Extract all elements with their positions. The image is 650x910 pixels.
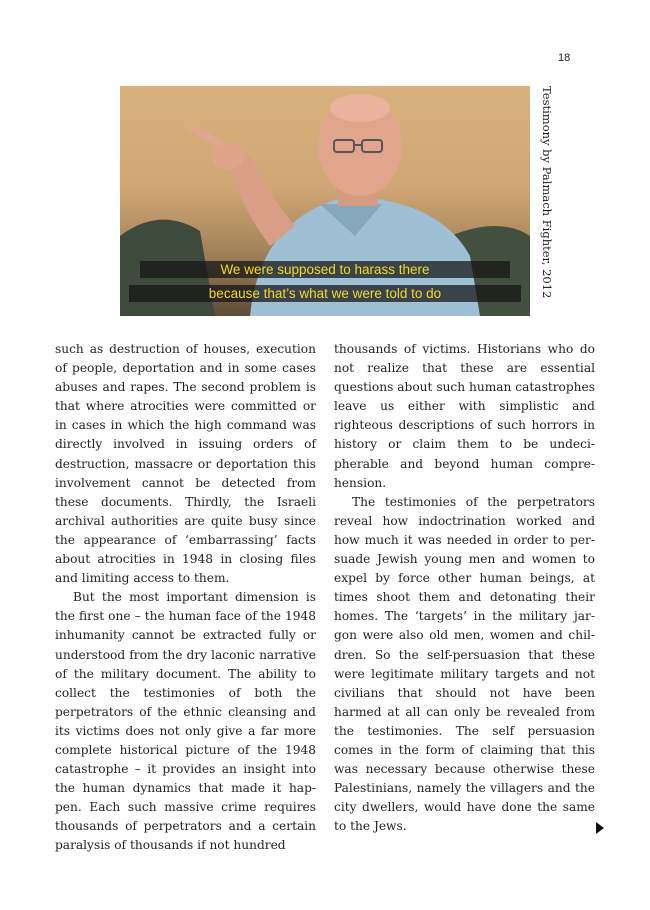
paragraph: The testimonies of the perpetrators reveal how indoctrination worked and how much it was needed in order to persuade Jewish young men and women to expel by force other human beings, at times shoot them and detonating their homes. The ‘targets’ in the military jargon were also old men, women and children. So the self-persuasion that these were legitimate military targets and not civilians that should not have been harmed at all can only be revealed from the testimonies. The self persuasion comes in the form of claiming that this was necessary because otherwise these Palestinians, namely the villagers and the city dwellers, would have done the same to the Jews. xyxy=(334,494,595,834)
subtitle-line-1: We were supposed to harass there xyxy=(120,260,530,280)
video-still-photo xyxy=(120,86,530,316)
page-number: 18 xyxy=(558,52,571,64)
text-column-right xyxy=(334,340,595,836)
paragraph: thousands of victims. Historians who do not realize that these are essential questions about such human catastrophes leave us either with simplistic and righteous descriptions of such horrors in history or claim them to be undecipherable and beyond human comprehension. xyxy=(334,342,595,490)
paragraph: such as destruction of houses, execution of people, deportation and in some cases abuses and rapes. The second problem is that where atrocities were committed or in cases in which the high command was directly involved in issuing orders of destruction, massacre or deportation this involvement cannot be detected from these documents. Thirdly, the Israeli archival authorities are quite busy since the appearance of ‘embarrassing’ facts about atrocities in 1948 in closing files and limiting access to them. xyxy=(55,342,316,586)
subtitle-line-2: because that’s what we were told to do xyxy=(120,284,530,304)
photo-caption: Testimony by Palmach Fighter, 2012 xyxy=(540,86,554,299)
triangle-right-icon[interactable] xyxy=(596,822,604,834)
paragraph: But the most important dimension is the first one – the human face of the 1948 inhumanity cannot be extracted fully or understood from the dry laconic narrative of the military document. The ability to collect the testimonies of both the perpetrators of the ethnic cleansing and its victims does not only give a far more complete historical picture of the 1948 catastrophe – it provides an insight into the human dynamics that made it happen. Each such massive crime requires thousands of perpetrators and a certain paralysis of thousands if not hundred xyxy=(55,590,316,853)
interviewee-illustration xyxy=(120,86,530,316)
text-column-left xyxy=(55,340,316,856)
